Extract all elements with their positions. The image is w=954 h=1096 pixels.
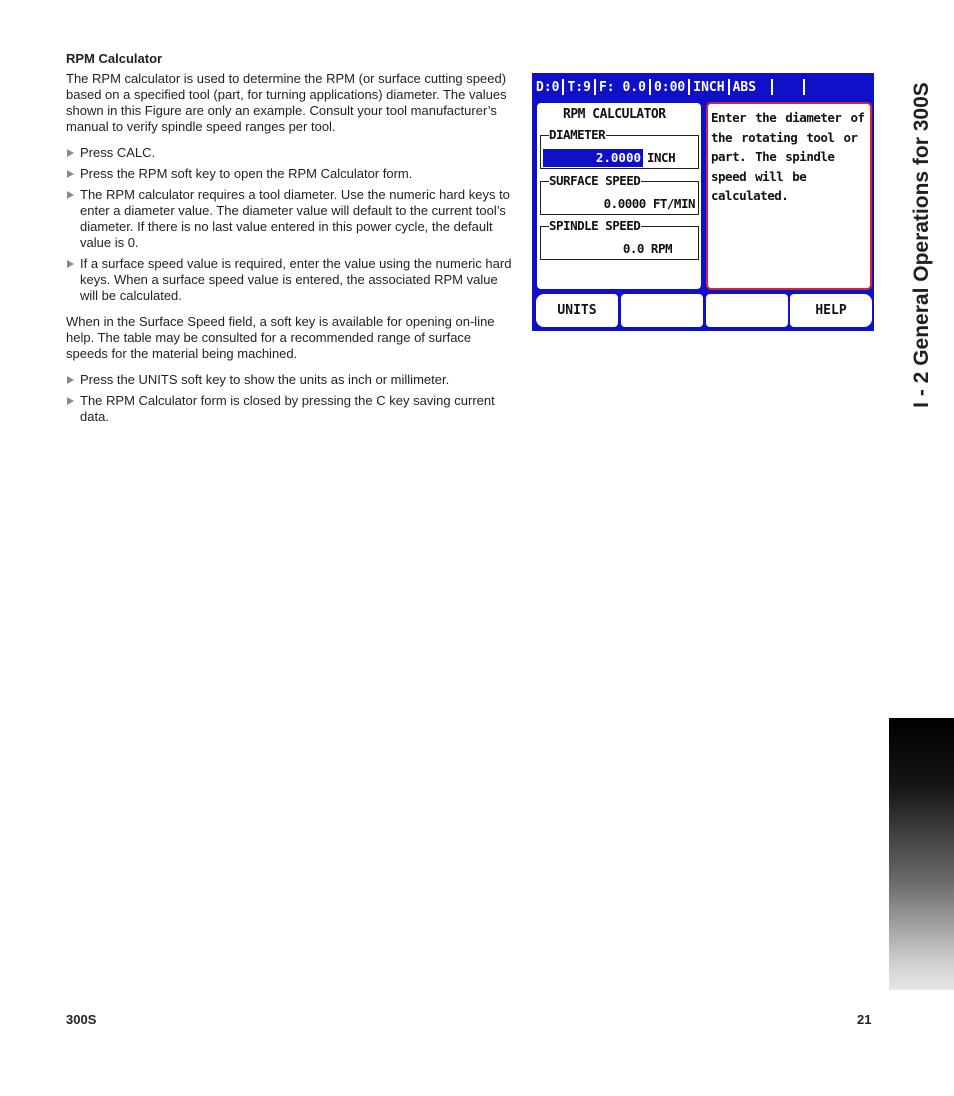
diameter-unit: INCH [647, 150, 676, 165]
status-feed: F: 0.0 [598, 79, 646, 95]
status-datum: D:0 [536, 79, 560, 95]
help-text: Enter the diameter of the rotating tool or part. The spindle speed will be calculated. [711, 110, 865, 203]
spindle-speed-label: SPINDLE SPEED [549, 218, 641, 233]
status-timer: 0:00 [653, 79, 686, 95]
help-softkey[interactable]: HELP [790, 294, 872, 327]
status-divider [688, 79, 690, 95]
bullet-arrow-icon [67, 397, 74, 405]
help-panel [706, 102, 872, 290]
chapter-title: I - 2 General Operations for 300S [910, 82, 933, 408]
status-divider [649, 79, 651, 95]
status-divider [803, 79, 805, 95]
status-bar [532, 73, 874, 101]
intro-paragraph: The RPM calculator is used to determine the RPM (or surface cutting speed) based on a specified tool (part, for turning applications) diameter. The values shown in this Figure are only an example. Consult your tool manufacturer’s manual to verify spindle speed ranges per tool. [66, 71, 507, 134]
form-title: RPM CALCULATOR [563, 107, 666, 122]
bullet-arrow-icon [67, 170, 74, 178]
bullet-arrow-icon [67, 149, 74, 157]
step-item: Press the RPM soft key to open the RPM Calculator form. [66, 166, 514, 182]
status-tool: T:9 [567, 79, 591, 95]
status-units: INCH [693, 79, 725, 95]
status-divider [562, 79, 564, 95]
body-text [66, 71, 514, 435]
step-item: If a surface speed value is required, enter the value using the numeric hard keys. When a surface speed value is entered, the associated RPM value will be calculated. [66, 256, 514, 304]
status-mode: ABS [732, 79, 757, 95]
dro-screen [532, 73, 874, 331]
spindle-speed-value: 0.0 RPM [622, 241, 672, 256]
empty-softkey[interactable] [621, 294, 703, 327]
middle-paragraph: When in the Surface Speed field, a soft key is available for opening on-line help. The table may be consulted for a recommended range of surface speeds for the material being machined. [66, 314, 495, 361]
diameter-field[interactable] [540, 127, 699, 169]
footer-product: 300S [66, 1012, 97, 1027]
step-list-1 [66, 145, 514, 304]
page-number: 21 [857, 1012, 872, 1027]
status-divider [771, 79, 773, 95]
surface-speed-value[interactable]: 0.0000 FT/MIN [603, 196, 695, 211]
spindle-speed-field [540, 218, 699, 260]
step-item: The RPM Calculator form is closed by pressing the C key saving current data. [66, 393, 514, 425]
diameter-label: DIAMETER [549, 127, 606, 142]
step-item: Press the UNITS soft key to show the units as inch or millimeter. [66, 372, 514, 388]
surface-speed-field[interactable] [540, 173, 699, 215]
step-list-2 [66, 372, 514, 425]
bullet-arrow-icon [67, 191, 74, 199]
rpm-calculator-form [536, 102, 702, 290]
section-heading: RPM Calculator [66, 51, 163, 66]
bullet-arrow-icon [67, 376, 74, 384]
empty-softkey[interactable] [706, 294, 788, 327]
chapter-gradient-bar [889, 718, 954, 990]
surface-speed-label: SURFACE SPEED [549, 173, 641, 188]
status-divider [728, 79, 730, 95]
step-item: Press CALC. [66, 145, 514, 161]
step-item: The RPM calculator requires a tool diameter. Use the numeric hard keys to enter a diameter value. The diameter value will default to the current tool’s diameter. If there is no last value entered in this power cycle, the default value is 0. [66, 187, 514, 251]
bullet-arrow-icon [67, 260, 74, 268]
status-divider [594, 79, 596, 95]
chapter-tab [890, 30, 954, 460]
units-softkey[interactable]: UNITS [536, 294, 618, 327]
diameter-input[interactable]: 2.0000 [543, 149, 643, 167]
